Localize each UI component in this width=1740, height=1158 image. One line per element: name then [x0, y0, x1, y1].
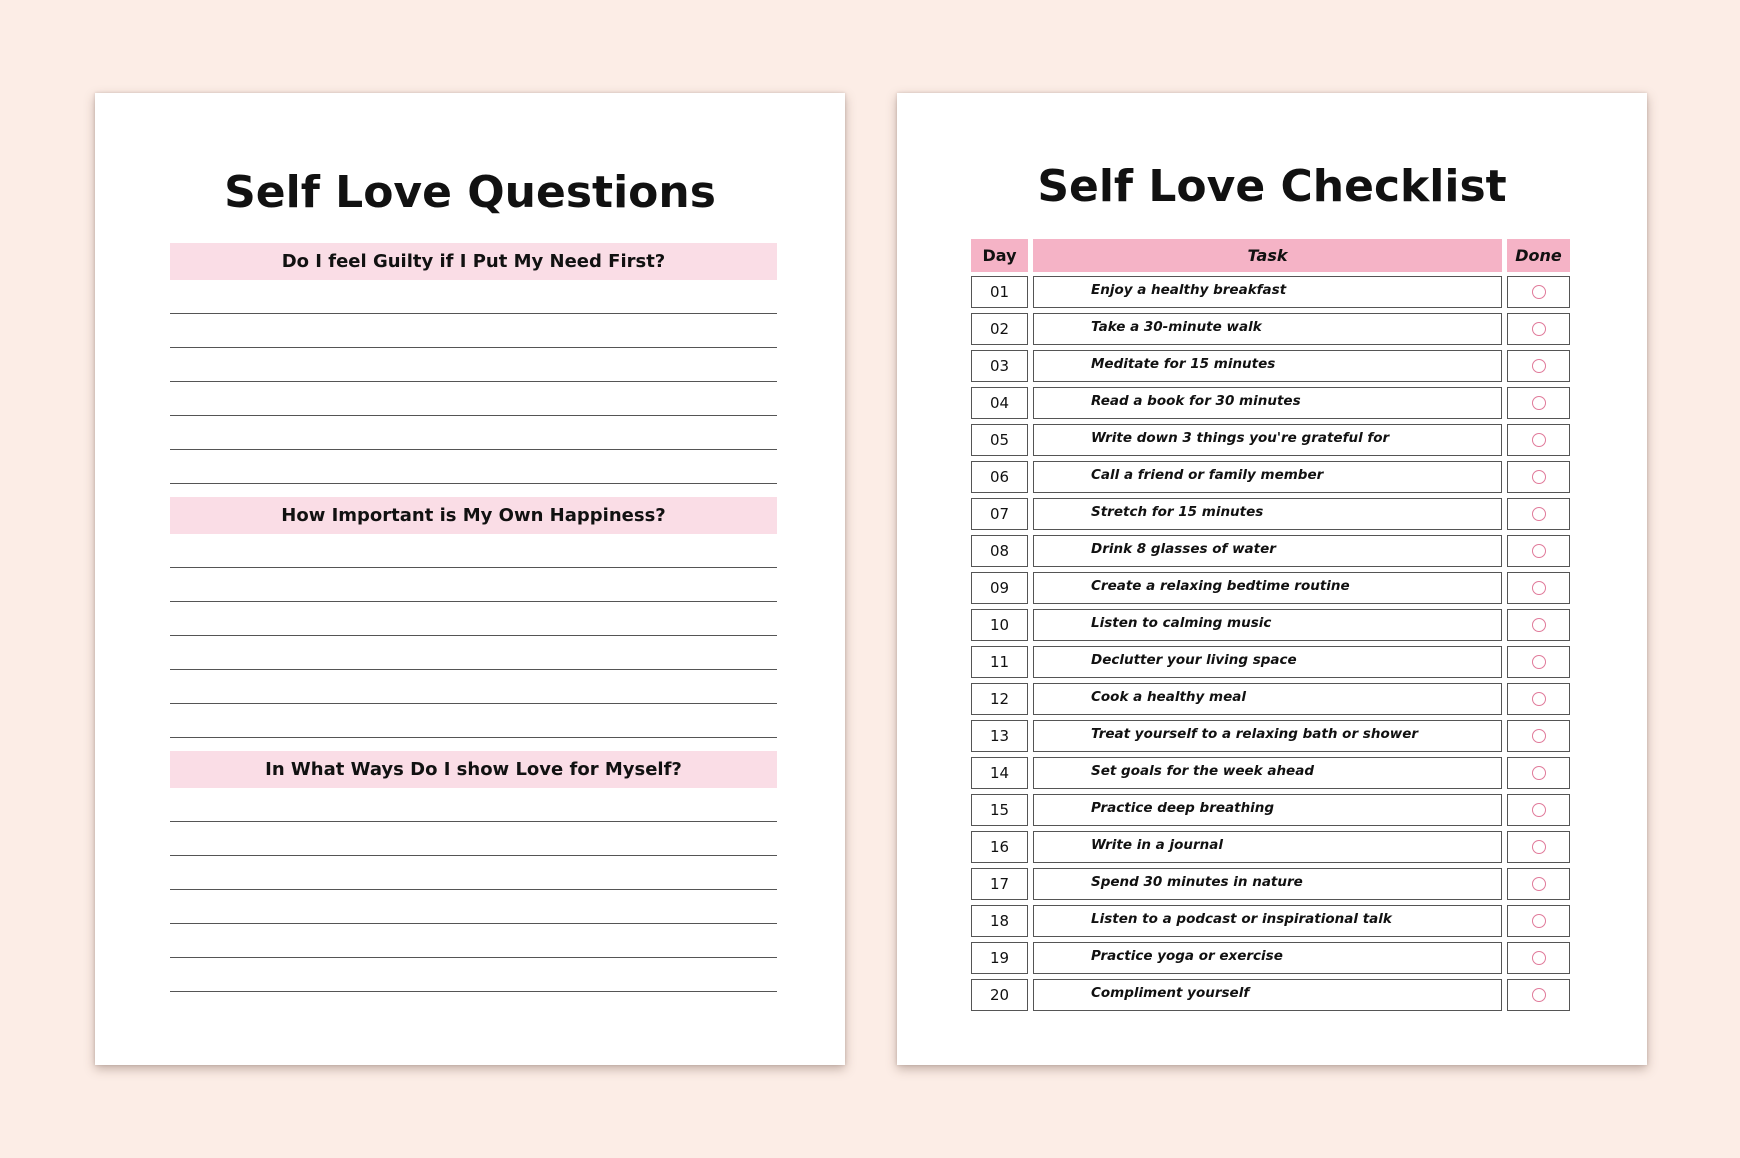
question-list: [170, 243, 777, 1005]
header-task: Task: [1033, 239, 1502, 272]
task-cell: [1033, 572, 1502, 604]
answer-line[interactable]: [170, 822, 777, 856]
answer-line[interactable]: [170, 568, 777, 602]
task-cell: [1033, 868, 1502, 900]
task-label: Meditate for 15 minutes: [1091, 356, 1276, 372]
task-label: Enjoy a healthy breakfast: [1091, 282, 1287, 298]
done-cell: [1507, 683, 1570, 715]
task-label: Declutter your living space: [1091, 652, 1297, 668]
day-cell: 20: [971, 979, 1028, 1011]
answer-line[interactable]: [170, 348, 777, 382]
day-cell: 19: [971, 942, 1028, 974]
table-row: [971, 794, 1572, 826]
task-label: Write down 3 things you're grateful for: [1091, 430, 1390, 446]
question-heading: In What Ways Do I show Love for Myself?: [170, 751, 777, 788]
done-cell: [1507, 387, 1570, 419]
day-cell: 12: [971, 683, 1028, 715]
task-label: Practice deep breathing: [1091, 800, 1275, 816]
done-checkbox[interactable]: [1532, 581, 1546, 595]
done-cell: [1507, 461, 1570, 493]
checklist-page: [897, 93, 1647, 1065]
table-row: [971, 868, 1572, 900]
answer-line[interactable]: [170, 670, 777, 704]
task-cell: [1033, 535, 1502, 567]
task-cell: [1033, 424, 1502, 456]
done-checkbox[interactable]: [1532, 396, 1546, 410]
day-cell: 09: [971, 572, 1028, 604]
answer-line[interactable]: [170, 280, 777, 314]
task-label: Practice yoga or exercise: [1091, 948, 1283, 964]
day-cell: 18: [971, 905, 1028, 937]
done-cell: [1507, 905, 1570, 937]
task-label: Spend 30 minutes in nature: [1091, 874, 1303, 890]
done-checkbox[interactable]: [1532, 470, 1546, 484]
task-cell: [1033, 387, 1502, 419]
task-label: Cook a healthy meal: [1091, 689, 1246, 705]
task-label: Call a friend or family member: [1091, 467, 1324, 483]
task-cell: [1033, 720, 1502, 752]
task-cell: [1033, 350, 1502, 382]
done-checkbox[interactable]: [1532, 988, 1546, 1002]
table-row: [971, 461, 1572, 493]
day-cell: 07: [971, 498, 1028, 530]
day-cell: 15: [971, 794, 1028, 826]
table-row: [971, 757, 1572, 789]
table-row: [971, 572, 1572, 604]
task-cell: [1033, 646, 1502, 678]
answer-line[interactable]: [170, 450, 777, 484]
day-cell: 17: [971, 868, 1028, 900]
table-row: [971, 609, 1572, 641]
table-row: [971, 387, 1572, 419]
table-row: [971, 905, 1572, 937]
day-cell: 04: [971, 387, 1028, 419]
header-done: Done: [1507, 239, 1570, 272]
task-label: Listen to calming music: [1091, 615, 1272, 631]
task-cell: [1033, 276, 1502, 308]
day-cell: 11: [971, 646, 1028, 678]
done-checkbox[interactable]: [1532, 803, 1546, 817]
done-checkbox[interactable]: [1532, 914, 1546, 928]
done-cell: [1507, 424, 1570, 456]
task-cell: [1033, 498, 1502, 530]
table-row: [971, 683, 1572, 715]
day-cell: 05: [971, 424, 1028, 456]
question-block: [170, 497, 777, 751]
task-cell: [1033, 313, 1502, 345]
done-checkbox[interactable]: [1532, 729, 1546, 743]
answer-line[interactable]: [170, 890, 777, 924]
task-cell: [1033, 979, 1502, 1011]
done-cell: [1507, 646, 1570, 678]
task-cell: [1033, 757, 1502, 789]
done-checkbox[interactable]: [1532, 433, 1546, 447]
header-day: Day: [971, 239, 1028, 272]
done-checkbox[interactable]: [1532, 322, 1546, 336]
table-row: [971, 313, 1572, 345]
question-heading: How Important is My Own Happiness?: [170, 497, 777, 534]
done-checkbox[interactable]: [1532, 285, 1546, 299]
task-label: Write in a journal: [1091, 837, 1223, 853]
day-cell: 10: [971, 609, 1028, 641]
done-cell: [1507, 831, 1570, 863]
done-cell: [1507, 757, 1570, 789]
task-label: Stretch for 15 minutes: [1091, 504, 1264, 520]
table-row: [971, 831, 1572, 863]
answer-line[interactable]: [170, 958, 777, 992]
done-cell: [1507, 794, 1570, 826]
table-row: [971, 350, 1572, 382]
answer-line[interactable]: [170, 534, 777, 568]
task-cell: [1033, 831, 1502, 863]
done-cell: [1507, 498, 1570, 530]
done-cell: [1507, 609, 1570, 641]
done-checkbox[interactable]: [1532, 692, 1546, 706]
done-cell: [1507, 720, 1570, 752]
page-title: Self Love Questions: [224, 167, 716, 218]
done-checkbox[interactable]: [1532, 951, 1546, 965]
day-cell: 01: [971, 276, 1028, 308]
answer-line[interactable]: [170, 704, 777, 738]
table-row: [971, 498, 1572, 530]
task-label: Take a 30-minute walk: [1091, 319, 1262, 335]
day-cell: 08: [971, 535, 1028, 567]
done-cell: [1507, 572, 1570, 604]
day-cell: 03: [971, 350, 1028, 382]
table-row: [971, 646, 1572, 678]
task-cell: [1033, 942, 1502, 974]
task-cell: [1033, 461, 1502, 493]
task-label: Drink 8 glasses of water: [1091, 541, 1276, 557]
done-checkbox[interactable]: [1532, 840, 1546, 854]
done-checkbox[interactable]: [1532, 655, 1546, 669]
task-cell: [1033, 905, 1502, 937]
task-label: Read a book for 30 minutes: [1091, 393, 1301, 409]
day-cell: 02: [971, 313, 1028, 345]
done-checkbox[interactable]: [1532, 544, 1546, 558]
questions-page: [95, 93, 845, 1065]
table-row: [971, 720, 1572, 752]
task-label: Treat yourself to a relaxing bath or shower: [1091, 726, 1419, 742]
question-block: [170, 751, 777, 1005]
done-cell: [1507, 979, 1570, 1011]
table-header-row: [971, 239, 1572, 272]
question-block: [170, 243, 777, 497]
done-checkbox[interactable]: [1532, 618, 1546, 632]
checklist-table: [971, 239, 1572, 1016]
answer-line[interactable]: [170, 314, 777, 348]
done-cell: [1507, 276, 1570, 308]
task-cell: [1033, 609, 1502, 641]
day-cell: 06: [971, 461, 1028, 493]
task-label: Listen to a podcast or inspirational talk: [1091, 911, 1392, 927]
done-cell: [1507, 313, 1570, 345]
day-cell: 14: [971, 757, 1028, 789]
question-heading: Do I feel Guilty if I Put My Need First?: [170, 243, 777, 280]
table-row: [971, 276, 1572, 308]
done-checkbox[interactable]: [1532, 507, 1546, 521]
task-cell: [1033, 683, 1502, 715]
task-label: Create a relaxing bedtime routine: [1091, 578, 1350, 594]
table-row: [971, 979, 1572, 1011]
done-checkbox[interactable]: [1532, 359, 1546, 373]
page-title: Self Love Checklist: [1037, 161, 1507, 212]
task-label: Compliment yourself: [1091, 985, 1250, 1001]
done-checkbox[interactable]: [1532, 766, 1546, 780]
table-row: [971, 942, 1572, 974]
answer-line[interactable]: [170, 636, 777, 670]
table-row: [971, 424, 1572, 456]
task-cell: [1033, 794, 1502, 826]
answer-line[interactable]: [170, 602, 777, 636]
done-cell: [1507, 350, 1570, 382]
answer-line[interactable]: [170, 924, 777, 958]
done-checkbox[interactable]: [1532, 877, 1546, 891]
answer-line[interactable]: [170, 416, 777, 450]
table-row: [971, 535, 1572, 567]
answer-line[interactable]: [170, 856, 777, 890]
answer-line[interactable]: [170, 788, 777, 822]
done-cell: [1507, 535, 1570, 567]
task-label: Set goals for the week ahead: [1091, 763, 1314, 779]
day-cell: 16: [971, 831, 1028, 863]
done-cell: [1507, 942, 1570, 974]
answer-line[interactable]: [170, 382, 777, 416]
done-cell: [1507, 868, 1570, 900]
day-cell: 13: [971, 720, 1028, 752]
